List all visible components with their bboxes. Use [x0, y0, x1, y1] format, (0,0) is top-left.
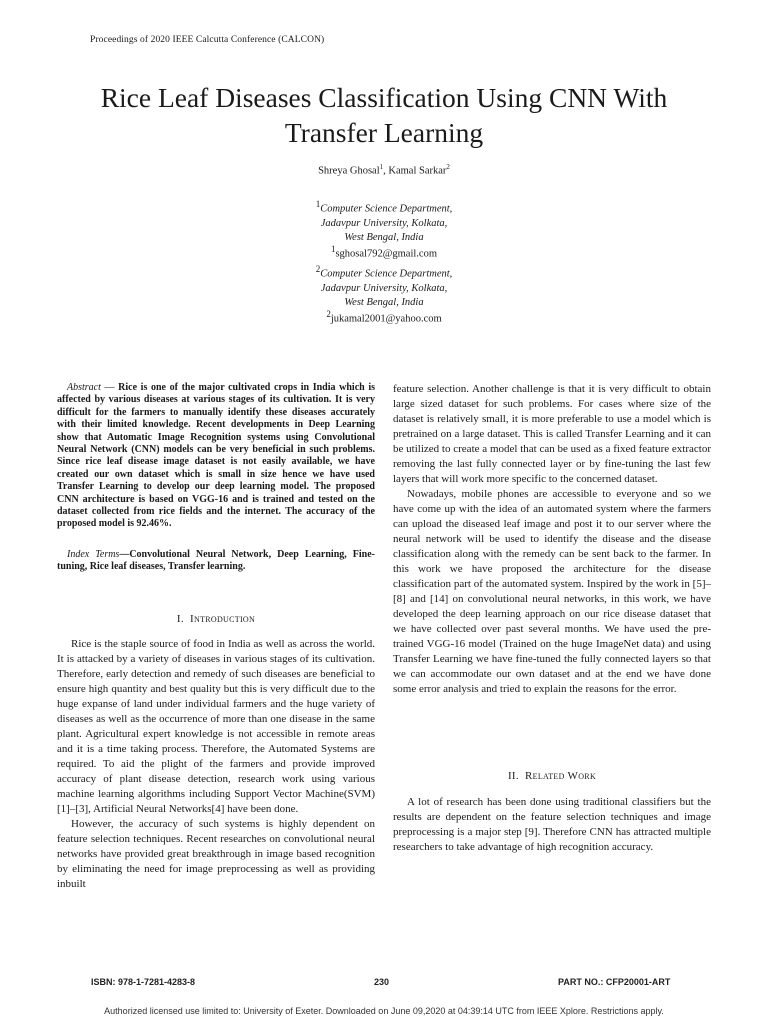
section-1-number: I. — [176, 613, 184, 625]
author-2: , Kamal Sarkar — [383, 165, 447, 177]
section-2-title: Related Work — [525, 770, 597, 782]
affil-2-sup: 2 — [315, 264, 321, 274]
section-2-body — [393, 795, 711, 855]
license-notice: Authorized licensed use limited to: University of Exeter. Downloaded on June 09,2020 at 04:39:14 UTC from IEEE Xplore. Restrictions apply. — [104, 1006, 664, 1016]
email-2-sup: 2 — [326, 309, 331, 319]
section-1-heading — [57, 613, 375, 625]
title-line-2: Transfer Learning — [284, 117, 484, 148]
paragraph: However, the accuracy of such systems is highly dependent on feature selection techniques. Recent researches on convolutional neural networks have provided great breakthrough in image based recognition by eliminating the need for image preprocessing as well as providing inbuilt — [57, 818, 375, 890]
email-1-sup: 1 — [330, 244, 336, 254]
proceedings-header: Proceedings of 2020 IEEE Calcutta Conference (CALCON) — [90, 35, 325, 45]
paragraph: A lot of research has been done using traditional classifiers but the results are dependent on the feature selection techniques and image preprocessing is a major step [9]. Therefore CNN has attracted multiple researchers to take advantage of high recognition accuracy. — [393, 796, 711, 853]
index-terms-text: —Convolutional Neural Network, Deep Learning, Fine-tuning, Rice leaf diseases, Transfer learning. — [57, 549, 376, 573]
abstract-dash: — — [100, 382, 119, 393]
affil-1-sup: 1 — [315, 199, 321, 209]
affiliation-1 — [0, 197, 768, 245]
section-2-heading — [393, 770, 711, 782]
email-2 — [0, 309, 768, 325]
paragraph: Nowadays, mobile phones are accessible to everyone and so we have come up with the idea of an automated system where the farmers can upload the diseased leaf image and post it to our server where the neural network will be used to identify the disease and the disease classification along with the remedy can be sent back to the farmer. In this work we have proposed the architecture for the disease classification part of the automated system. Inspired by the work in [5]–[8] and [14] on convolutional neural networks, in this work, we have developed the deep learning approach on our rice disease dataset that we have collected over past several months. We have used the pre-trained VGG-16 model (Trained on the huge ImageNet data) and using Transfer Learning we have fine-tuned the fully connected layers so that we can accommodate our own dataset and at the end we have done some error analysis and tried to explain the reasons for the error. — [393, 488, 711, 695]
paragraph: feature selection. Another challenge is that it is very difficult to obtain large sized dataset for such problems. For cases where size of the dataset is relatively small, it is more preferable to use a model which is pretrained on a large dataset. This is called Transfer Learning and it can be utilized to create a model that can be used as a fixed feature extractor removing the last fully connected layer or by fine-tuning the last few layers that will work more specific to the concerned dataset. — [393, 383, 711, 485]
email-1-text: sghosal792@gmail.com — [335, 248, 438, 260]
author-1-sup: 1 — [379, 163, 384, 171]
footer-part-number: PART NO.: CFP20001-ART — [558, 977, 671, 987]
affiliation-2 — [0, 262, 768, 310]
footer-isbn: ISBN: 978-1-7281-4283-8 — [91, 977, 196, 987]
affil-1-line-2: Jadavpur University, Kolkata, — [320, 217, 448, 229]
email-1 — [0, 244, 768, 260]
section-2-number: II. — [507, 770, 519, 782]
paragraph: Rice is the staple source of food in India as well as across the world. It is attacked by a variety of diseases in various stages of its cultivation. Therefore, early detection and remedy of such diseases are beneficial to ensure high quantity and best quality but this is very difficult due to the huge expanse of land under individual farmers and the huge variety of diseases as well as the occurrence of more than one disease in the same plant. Agricultural expert knowledge is not accessible in remote areas and it is a time taking process. Therefore, the Automated Systems are required. To aid the plight of the farmers and provide improved accuracy of plant disease detection, research work using various machine learning algorithms including Support Vector Machine(SVM)[1]–[3], Artificial Neural Networks[4] have been done. — [57, 638, 375, 815]
author-2-sup: 2 — [446, 163, 450, 171]
section-1-title: Introduction — [190, 613, 256, 625]
title-line-1: Rice Leaf Diseases Classification Using CNN With — [100, 82, 668, 113]
author-list — [0, 163, 768, 177]
abstract-text: Rice is one of the major cultivated crops in India which is affected by various diseases at various stages of its cultivation. It is very difficult for the farmers to manually identify these diseases accurately with their limited knowledge. Recent developments in Deep Learning show that Automatic Image Recognition systems using Convolutional Neural Network (CNN) models can be very beneficial in such problems. Since rice leaf disease image dataset is not easily available, we have created our own dataset which is small in size hence we have used Transfer Learning to develop our deep learning model. The proposed CNN architecture is based on VGG-16 and is trained and tested on the dataset collected from rice fields and the internet. The accuracy of the proposed model is 92.46%. — [57, 382, 376, 530]
abstract-label: Abstract — [67, 382, 101, 393]
index-terms-label: Index Terms — [67, 549, 120, 560]
affil-1-line-3: West Bengal, India — [344, 231, 424, 243]
author-1: Shreya Ghosal — [318, 165, 380, 177]
index-terms — [57, 549, 375, 574]
footer-page-number: 230 — [374, 977, 390, 987]
email-2-text: jukamal2001@yahoo.com — [330, 313, 442, 325]
section-1-body — [57, 637, 375, 892]
right-column-body — [393, 382, 711, 697]
affil-2-line-3: West Bengal, India — [344, 296, 424, 308]
affil-2-line-2: Jadavpur University, Kolkata, — [320, 282, 448, 294]
affil-2-line-1: Computer Science Department, — [320, 268, 453, 280]
affil-1-line-1: Computer Science Department, — [320, 203, 453, 215]
paper-title — [40, 80, 728, 150]
abstract — [57, 382, 375, 531]
